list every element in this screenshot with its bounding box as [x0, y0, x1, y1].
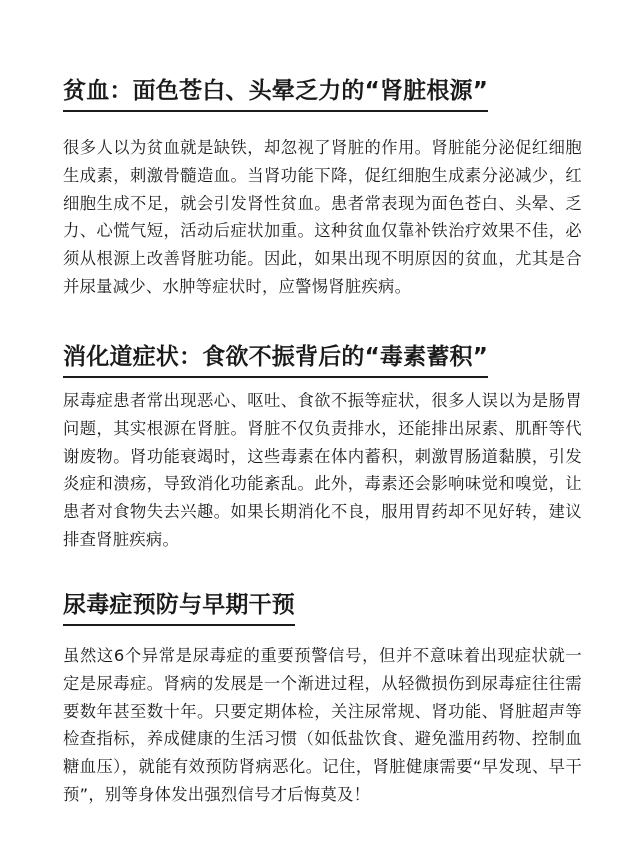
section-heading-prevention: 尿毒症预防与早期干预 — [63, 588, 295, 626]
section-anemia — [63, 74, 582, 301]
section-paragraph-prevention: 虽然这6个异常是尿毒症的重要预警信号，但并不意味着出现症状就一定是尿毒症。肾病的发展是一个渐进过程，从轻微损伤到尿毒症往往需要数年甚至数十年。只要定期体检，关注尿常规、肾功能、肾脏超声等检查指标，养成健康的生活习惯（如低盐饮食、避免滥用药物、控制血糖血压），就能有效预防肾病恶化。记住，肾脏健康需要“早发现、早干预”，别等身体发出强烈信号才后悔莫及！ — [63, 646, 582, 804]
section-digestive — [63, 340, 582, 554]
section-heading-anemia: 贫血：面色苍白、头晕乏力的“肾脏根源” — [63, 74, 488, 112]
section-prevention — [63, 588, 582, 809]
section-paragraph-digestive: 尿毒症患者常出现恶心、呕吐、食欲不振等症状，很多人误以为是肠胃问题，其实根源在肾脏。肾脏不仅负责排水，还能排出尿素、肌酐等代谢废物。肾功能衰竭时，这些毒素在体内蓄积，刺激胃肠道黏膜，引发炎症和溃疡，导致消化功能紊乱。此外，毒素还会影响味觉和嗅觉，让患者对食物失去兴趣。如果长期消化不良，服用胃药却不见好转，建议排查肾脏疾病。 — [63, 391, 582, 549]
section-paragraph-anemia: 很多人以为贫血就是缺铁，却忽视了肾脏的作用。肾脏能分泌促红细胞生成素，刺激骨髓造血。当肾功能下降，促红细胞生成素分泌减少，红细胞生成不足，就会引发肾性贫血。患者常表现为面色苍白、头晕、乏力、心慌气短，活动后症状加重。这种贫血仅靠补铁治疗效果不佳，必须从根源上改善肾脏功能。因此，如果出现不明原因的贫血，尤其是合并尿量减少、水肿等症状时，应警惕肾脏疾病。 — [63, 138, 582, 296]
section-heading-digestive: 消化道症状：食欲不振背后的“毒素蓄积” — [63, 340, 488, 378]
